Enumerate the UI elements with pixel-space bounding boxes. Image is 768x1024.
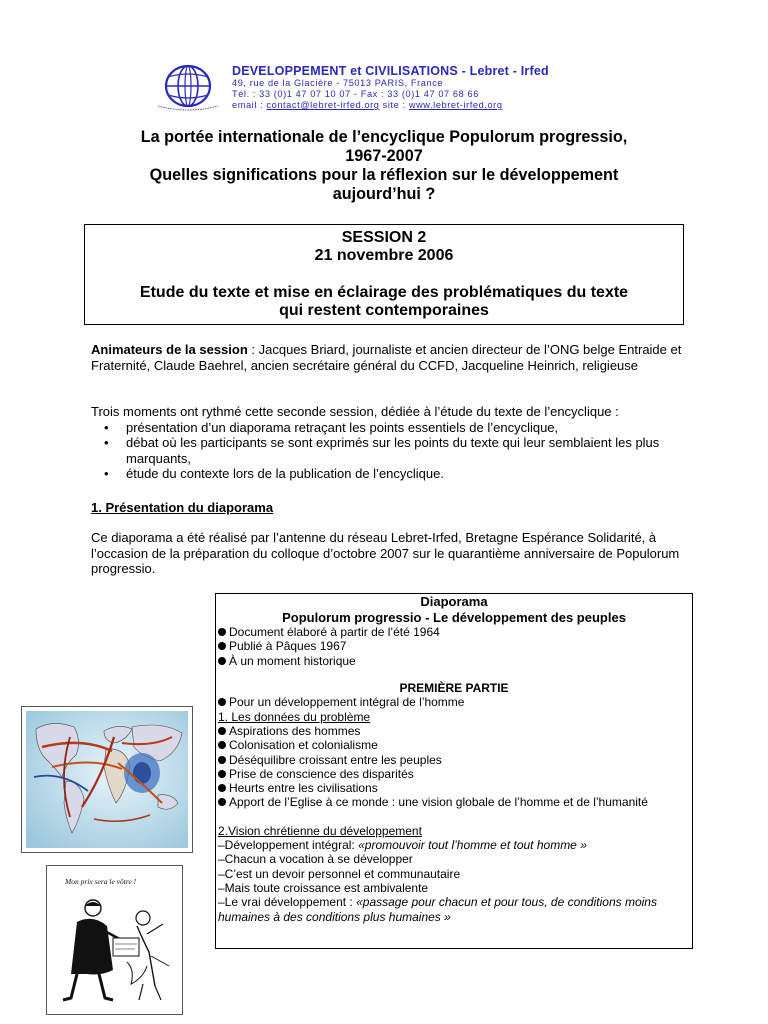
- list-item: –Le vrai développement : «passage pour chacun et pour tous, de conditions moins humaines à des conditions plus humaines »: [218, 895, 657, 924]
- session-topic-line: Etude du texte et mise en éclairage des problématiques du texte: [139, 284, 629, 301]
- document-title: [60, 128, 708, 204]
- list-item: Document élaboré à partir de l’été 1964: [216, 625, 692, 639]
- diaporama-heading: Diaporama: [420, 594, 488, 609]
- list-item: • étude du contexte lors de la publication de l’encyclique.: [122, 466, 691, 482]
- bullet-icon: [218, 698, 226, 706]
- organization-name: DEVELOPPEMENT et CIVILISATIONS - Lebret - Irfed: [232, 64, 549, 78]
- session-box: [84, 224, 684, 325]
- list-item: Aspirations des hommes: [216, 724, 692, 738]
- diaporama-box: [215, 593, 693, 949]
- bullet-icon: [218, 657, 226, 665]
- animators-paragraph: [91, 342, 691, 373]
- organization-address: 49, rue de la Glacière - 75013 PARIS, France: [232, 78, 444, 88]
- list-item: –Chacun a vocation à se développer: [218, 852, 413, 867]
- moments-intro: Trois moments ont rythmé cette seconde session, dédiée à l’étude du texte de l’encyclique :: [91, 404, 619, 419]
- list-item: Apport de l’Eglise à ce monde : une vision globale de l’homme et de l’humanité: [216, 795, 692, 809]
- subsection-title: 2.Vision chrétienne du développement: [218, 823, 422, 838]
- bullet-icon: [218, 770, 226, 778]
- part-title: PREMIÈRE PARTIE: [399, 681, 509, 696]
- list-item: Publié à Pâques 1967: [216, 639, 692, 653]
- bullet-icon: [218, 642, 226, 650]
- title-line: aujourd’hui ?: [332, 185, 436, 203]
- organization-contact: [232, 100, 549, 111]
- session-label: SESSION 2: [341, 229, 427, 246]
- bullet-icon: [218, 628, 226, 636]
- organization-logo: [150, 62, 226, 114]
- organization-phone: Tél. : 33 (0)1 47 07 10 07 - Fax : 33 (0)1 47 07 68 66: [232, 89, 479, 99]
- bullet-icon: [218, 727, 226, 735]
- list-item: À un moment historique: [216, 654, 692, 668]
- title-line: La portée internationale de l’encyclique Populorum progressio,: [140, 128, 628, 146]
- section-heading: 1. Présentation du diaporama: [91, 500, 274, 515]
- session-topic: [85, 284, 683, 320]
- site-link[interactable]: www.lebret-irfed.org: [408, 100, 503, 110]
- moments-list: [91, 420, 691, 482]
- cartoon-caption: Mon prix sera le vôtre !: [65, 877, 137, 886]
- cartoon-image: [46, 865, 183, 1015]
- subsection-title: 1. Les données du problème: [218, 709, 371, 724]
- list-item: Déséquilibre croissant entre les peuples: [216, 753, 692, 767]
- site-label: site :: [379, 100, 409, 110]
- list-item: –Mais toute croissance est ambivalente: [218, 880, 429, 895]
- list-item: • présentation d’un diaporama retraçant les points essentiels de l’encyclique,: [122, 420, 691, 436]
- list-item: • débat où les participants se sont exprimés sur les points du texte qui leur semblaient les plus marquants,: [122, 435, 691, 466]
- email-label: email :: [232, 100, 267, 110]
- session-topic-line: qui restent contemporaines: [279, 302, 489, 319]
- email-link[interactable]: contact@lebret-irfed.org: [266, 100, 380, 110]
- section-paragraph: Ce diaporama a été réalisé par l’antenne du réseau Lebret-Irfed, Bretagne Espérance Solidarité, à l’occasion de la préparation du colloque d’octobre 2007 sur le quarantième anniversaire de Populorum progressio.: [91, 530, 680, 577]
- title-line: Quelles significations pour la réflexion sur le développement: [149, 166, 619, 184]
- world-map-image: [21, 706, 193, 853]
- list-item: Heurts entre les civilisations: [216, 781, 692, 795]
- list-item: Prise de conscience des disparités: [216, 767, 692, 781]
- bullet-icon: [218, 756, 226, 764]
- animators-text: : Jacques Briard, journaliste et ancien directeur de l’ONG belge Entraide et Fraternité, Claude Baehrel, ancien secrétaire général du CCFD, Jacqueline Heinrich, religieuse: [91, 342, 682, 373]
- organization-header: [232, 64, 549, 111]
- title-line: 1967-2007: [345, 147, 423, 165]
- list-item: –Développement intégral: «promouvoir tout l’homme et tout homme »: [218, 838, 587, 853]
- session-date: 21 novembre 2006: [314, 247, 454, 264]
- moments-paragraph: [91, 404, 691, 482]
- animators-label: Animateurs de la session: [91, 342, 248, 357]
- diaporama-subheading: Populorum progressio - Le développement des peuples: [282, 609, 626, 625]
- bullet-icon: [218, 784, 226, 792]
- list-item: Colonisation et colonialisme: [216, 738, 692, 752]
- list-item: Pour un développement intégral de l’homme: [216, 695, 692, 709]
- list-item: –C’est un devoir personnel et communautaire: [218, 866, 461, 881]
- bullet-icon: [218, 741, 226, 749]
- bullet-icon: [218, 798, 226, 806]
